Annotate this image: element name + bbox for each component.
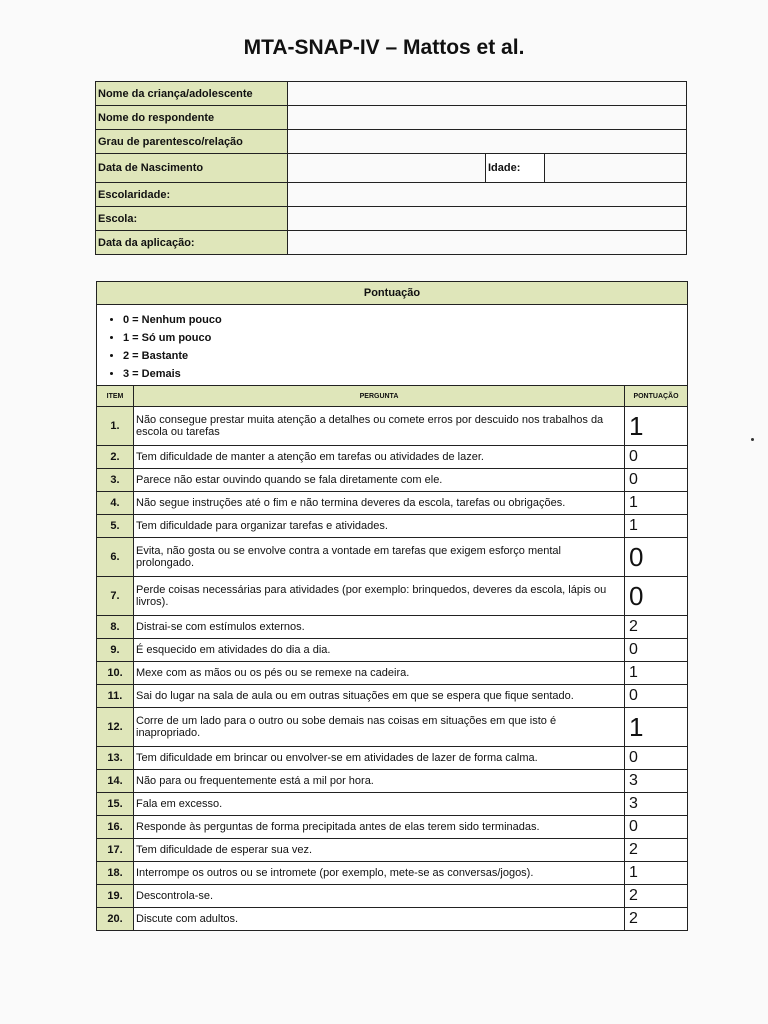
item-number: 6. <box>97 538 134 577</box>
item-question: Parece não estar ouvindo quando se fala diretamente com ele. <box>134 469 625 492</box>
item-score[interactable]: 0 <box>625 469 688 492</box>
item-score[interactable]: 1 <box>625 708 688 747</box>
item-number: 12. <box>97 708 134 747</box>
item-score[interactable]: 1 <box>625 662 688 685</box>
item-number: 3. <box>97 469 134 492</box>
item-score[interactable]: 2 <box>625 885 688 908</box>
item-score[interactable]: 0 <box>625 639 688 662</box>
item-question: Interrompe os outros ou se intromete (por exemplo, mete-se as conversas/jogos). <box>134 862 625 885</box>
table-row <box>97 577 688 616</box>
table-row <box>97 862 688 885</box>
child-name-field[interactable] <box>288 82 687 106</box>
item-score[interactable]: 1 <box>625 515 688 538</box>
item-number: 1. <box>97 407 134 446</box>
item-question: Distrai-se com estímulos externos. <box>134 616 625 639</box>
item-score[interactable]: 3 <box>625 770 688 793</box>
item-question: Corre de um lado para o outro ou sobe demais nas coisas em situações em que isto é inapropriado. <box>134 708 625 747</box>
table-row <box>97 816 688 839</box>
table-row <box>97 885 688 908</box>
application-date-field[interactable] <box>288 231 687 255</box>
item-number: 14. <box>97 770 134 793</box>
item-score[interactable]: 0 <box>625 747 688 770</box>
scoring-header: Pontuação <box>97 282 688 305</box>
items-body <box>97 407 688 931</box>
item-number: 2. <box>97 446 134 469</box>
legend-item: • 0 = Nenhum pouco <box>123 311 685 329</box>
item-score[interactable]: 3 <box>625 793 688 816</box>
table-row <box>97 747 688 770</box>
item-question: Tem dificuldade em brincar ou envolver-se em atividades de lazer de forma calma. <box>134 747 625 770</box>
label-schooling: Escolaridade: <box>96 183 288 207</box>
item-score[interactable]: 0 <box>625 577 688 616</box>
table-row <box>97 639 688 662</box>
table-row <box>97 515 688 538</box>
school-field[interactable] <box>288 207 687 231</box>
label-child-name: Nome da criança/adolescente <box>96 82 288 106</box>
item-score[interactable]: 0 <box>625 816 688 839</box>
legend-item: • 2 = Bastante <box>123 347 685 365</box>
label-respondent: Nome do respondente <box>96 106 288 130</box>
item-number: 20. <box>97 908 134 931</box>
col-question-header: PERGUNTA <box>134 386 625 407</box>
item-number: 5. <box>97 515 134 538</box>
table-row <box>97 770 688 793</box>
table-row <box>97 839 688 862</box>
item-score[interactable]: 2 <box>625 616 688 639</box>
table-row <box>97 662 688 685</box>
item-number: 13. <box>97 747 134 770</box>
table-row <box>97 908 688 931</box>
table-row <box>97 538 688 577</box>
col-score-header: PONTUAÇÃO <box>625 386 688 407</box>
item-number: 8. <box>97 616 134 639</box>
table-row <box>97 469 688 492</box>
scoring-legend <box>97 305 688 386</box>
item-question: É esquecido em atividades do dia a dia. <box>134 639 625 662</box>
item-number: 7. <box>97 577 134 616</box>
item-question: Tem dificuldade de esperar sua vez. <box>134 839 625 862</box>
info-table <box>95 81 687 255</box>
item-question: Não segue instruções até o fim e não termina deveres da escola, tarefas ou obrigações. <box>134 492 625 515</box>
table-row <box>97 616 688 639</box>
schooling-field[interactable] <box>288 183 687 207</box>
label-kinship: Grau de parentesco/relação <box>96 130 288 154</box>
birth-date-field[interactable] <box>288 154 486 183</box>
scan-mark <box>751 438 754 441</box>
legend-item: • 1 = Só um pouco <box>123 329 685 347</box>
table-row <box>97 708 688 747</box>
item-number: 19. <box>97 885 134 908</box>
kinship-field[interactable] <box>288 130 687 154</box>
item-number: 4. <box>97 492 134 515</box>
table-row <box>97 793 688 816</box>
item-score[interactable]: 0 <box>625 685 688 708</box>
label-birth-date: Data de Nascimento <box>96 154 288 183</box>
item-question: Mexe com as mãos ou os pés ou se remexe na cadeira. <box>134 662 625 685</box>
item-score[interactable]: 1 <box>625 407 688 446</box>
item-number: 10. <box>97 662 134 685</box>
item-question: Perde coisas necessárias para atividades (por exemplo: brinquedos, deveres da escola, lápis ou livros). <box>134 577 625 616</box>
item-question: Não consegue prestar muita atenção a detalhes ou comete erros por descuido nos trabalhos da escola ou tarefas <box>134 407 625 446</box>
table-row <box>97 492 688 515</box>
item-number: 17. <box>97 839 134 862</box>
item-score[interactable]: 0 <box>625 446 688 469</box>
item-number: 11. <box>97 685 134 708</box>
item-question: Descontrola-se. <box>134 885 625 908</box>
table-row <box>97 407 688 446</box>
item-score[interactable]: 0 <box>625 538 688 577</box>
item-score[interactable]: 2 <box>625 839 688 862</box>
label-application-date: Data da aplicação: <box>96 231 288 255</box>
item-score[interactable]: 2 <box>625 908 688 931</box>
item-number: 16. <box>97 816 134 839</box>
item-question: Discute com adultos. <box>134 908 625 931</box>
legend-item: • 3 = Demais <box>123 365 685 383</box>
page-title: MTA-SNAP-IV – Mattos et al. <box>243 36 525 59</box>
item-question: Tem dificuldade de manter a atenção em tarefas ou atividades de lazer. <box>134 446 625 469</box>
item-score[interactable]: 1 <box>625 492 688 515</box>
item-question: Evita, não gosta ou se envolve contra a vontade em tarefas que exigem esforço mental prolongado. <box>134 538 625 577</box>
item-score[interactable]: 1 <box>625 862 688 885</box>
item-number: 9. <box>97 639 134 662</box>
respondent-field[interactable] <box>288 106 687 130</box>
score-table <box>96 281 688 931</box>
item-question: Tem dificuldade para organizar tarefas e atividades. <box>134 515 625 538</box>
item-number: 18. <box>97 862 134 885</box>
table-row <box>97 446 688 469</box>
age-field[interactable] <box>545 154 687 183</box>
item-question: Não para ou frequentemente está a mil por hora. <box>134 770 625 793</box>
item-number: 15. <box>97 793 134 816</box>
label-age: Idade: <box>486 154 545 183</box>
item-question: Fala em excesso. <box>134 793 625 816</box>
label-school: Escola: <box>96 207 288 231</box>
col-item-header: ITEM <box>97 386 134 407</box>
item-question: Responde às perguntas de forma precipitada antes de elas terem sido terminadas. <box>134 816 625 839</box>
table-row <box>97 685 688 708</box>
item-question: Sai do lugar na sala de aula ou em outras situações em que se espera que fique sentado. <box>134 685 625 708</box>
